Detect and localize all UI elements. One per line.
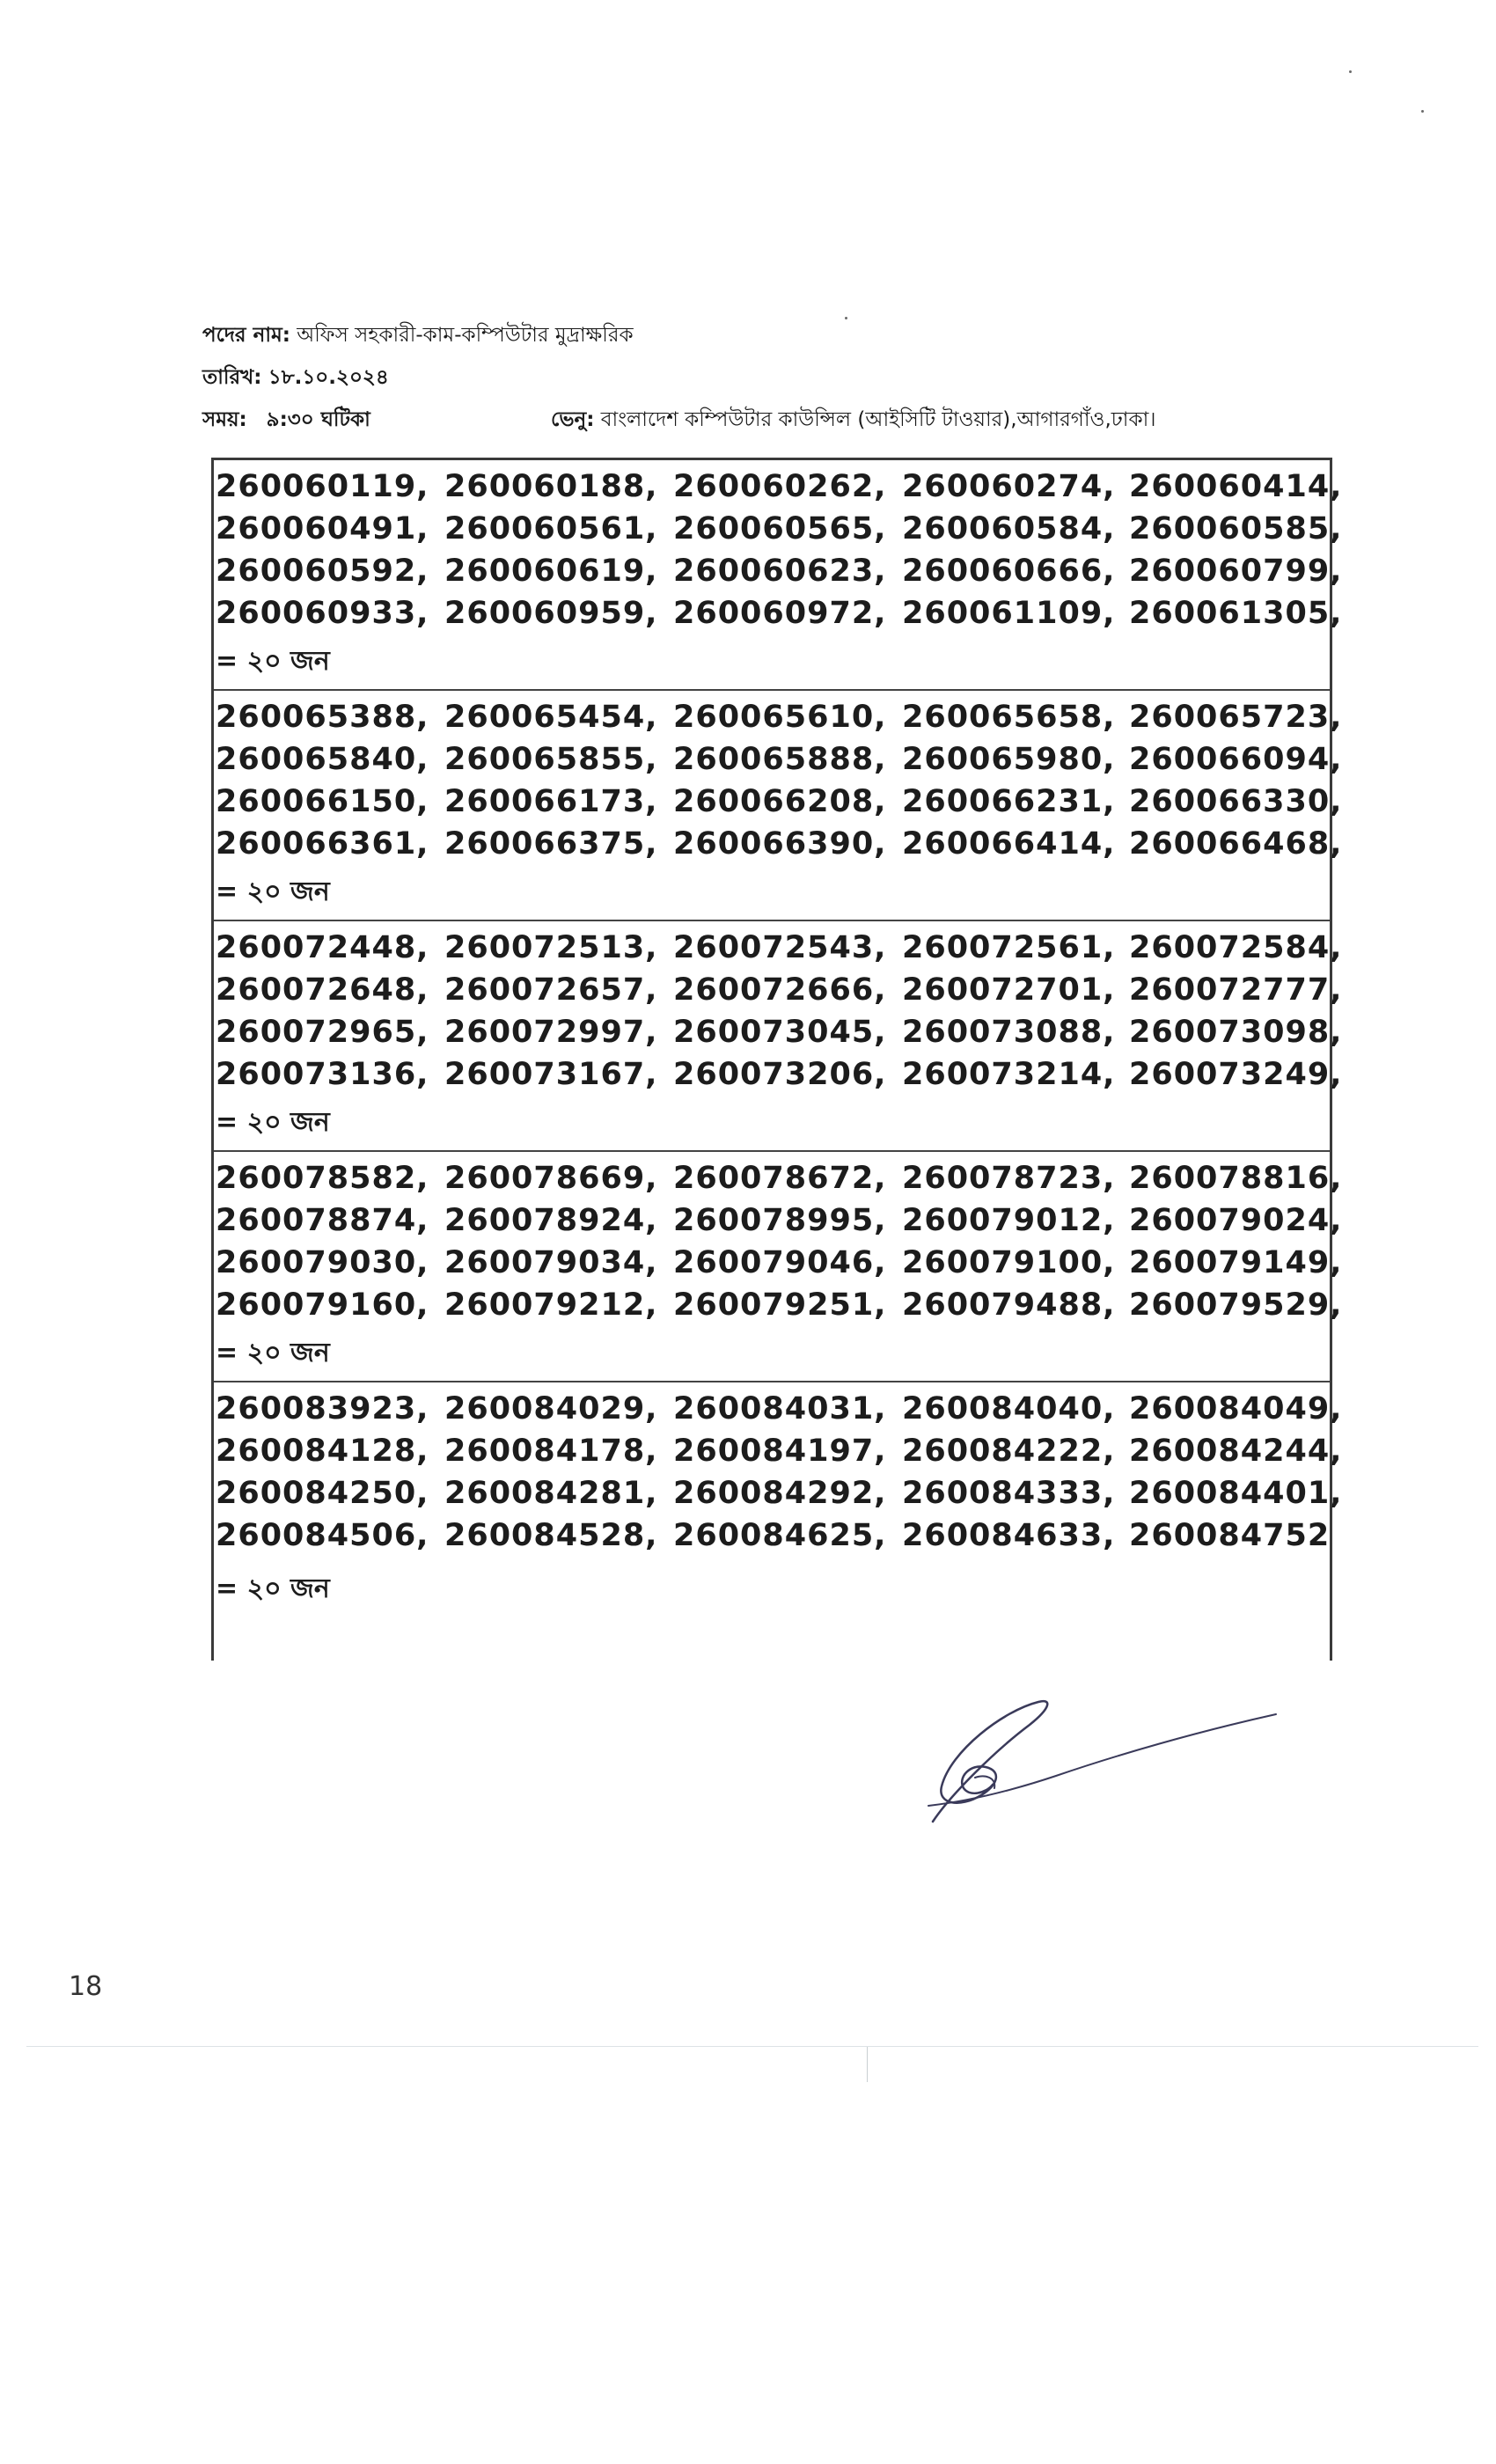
roll-group-3 <box>214 921 1343 1152</box>
venue-label: ভেনু: <box>551 408 595 431</box>
roll-number: 260065723, <box>1129 700 1343 735</box>
roll-number: 260079529, <box>1129 1287 1343 1323</box>
roll-number: 260065840, <box>216 742 429 777</box>
roll-number: 260084197, <box>673 1434 887 1469</box>
roll-number: 260084625, <box>673 1518 887 1553</box>
roll-number: 260072648, <box>216 972 429 1008</box>
scan-speck <box>1421 110 1424 113</box>
roll-number: 260084222, <box>902 1434 1116 1469</box>
footer-divider <box>26 2046 1478 2047</box>
roll-number: 260066390, <box>673 826 887 862</box>
roll-row <box>214 1287 1343 1323</box>
roll-number: 260060491, <box>216 511 429 546</box>
scan-speck <box>1349 70 1352 73</box>
roll-number: 260060414, <box>1129 469 1343 504</box>
roll-number: 260060933, <box>216 596 429 631</box>
roll-number: 260066414, <box>902 826 1116 862</box>
roll-number-table <box>211 458 1343 1661</box>
roll-number: 260065658, <box>902 700 1116 735</box>
roll-number: 260065980, <box>902 742 1116 777</box>
roll-number: 260078874, <box>216 1203 429 1238</box>
roll-row <box>214 1057 1343 1092</box>
roll-number: 260060666, <box>902 554 1116 589</box>
time-line <box>202 407 370 433</box>
roll-number: 260084292, <box>673 1476 887 1511</box>
roll-number: 260060274, <box>902 469 1116 504</box>
roll-number: 260060119, <box>216 469 429 504</box>
roll-number: 260073045, <box>673 1015 887 1050</box>
roll-row <box>214 1434 1343 1469</box>
roll-number: 260073167, <box>444 1057 658 1092</box>
roll-number: 260073206, <box>673 1057 887 1092</box>
roll-number: 260066150, <box>216 784 429 819</box>
roll-number: 260072448, <box>216 930 429 965</box>
roll-number: 260072997, <box>444 1015 658 1050</box>
page-number: 18 <box>69 1971 103 2002</box>
roll-number: 260060262, <box>673 469 887 504</box>
roll-number: 260079100, <box>902 1245 1116 1280</box>
group-count: = ২০ জন <box>216 646 330 677</box>
roll-number: 260060619, <box>444 554 658 589</box>
roll-number: 260060972, <box>673 596 887 631</box>
roll-number: 260066208, <box>673 784 887 819</box>
roll-number: 260066361, <box>216 826 429 862</box>
roll-number: 260072584, <box>1129 930 1343 965</box>
roll-number: 260079488, <box>902 1287 1116 1323</box>
roll-number: 260078582, <box>216 1161 429 1196</box>
roll-row <box>214 930 1343 965</box>
roll-number: 260066094, <box>1129 742 1343 777</box>
roll-row <box>214 1245 1343 1280</box>
roll-row <box>214 700 1343 735</box>
roll-number: 260084281, <box>444 1476 658 1511</box>
roll-number: 260060799, <box>1129 554 1343 589</box>
time-label: সময়: <box>202 408 247 431</box>
roll-row <box>214 596 1343 631</box>
roll-number: 260066468, <box>1129 826 1343 862</box>
roll-row <box>214 1518 1330 1553</box>
roll-number: 260079024, <box>1129 1203 1343 1238</box>
roll-number: 260084250, <box>216 1476 429 1511</box>
roll-number: 260072657, <box>444 972 658 1008</box>
roll-group-5 <box>214 1382 1343 1661</box>
roll-number: 260060561, <box>444 511 658 546</box>
roll-number: 260072965, <box>216 1015 429 1050</box>
roll-number: 260065855, <box>444 742 658 777</box>
roll-number: 260084244, <box>1129 1434 1343 1469</box>
roll-number: 260079012, <box>902 1203 1116 1238</box>
roll-row <box>214 554 1343 589</box>
roll-number: 260065454, <box>444 700 658 735</box>
roll-number: 260065610, <box>673 700 887 735</box>
roll-number: 260079046, <box>673 1245 887 1280</box>
roll-number: 260084178, <box>444 1434 658 1469</box>
group-count: = ২০ জন <box>216 1107 330 1138</box>
roll-number: 260078816, <box>1129 1161 1343 1196</box>
roll-number: 260072561, <box>902 930 1116 965</box>
date-label: তারিখ: <box>202 366 262 389</box>
roll-number: 260066330, <box>1129 784 1343 819</box>
roll-number: 260066375, <box>444 826 658 862</box>
roll-number: 260078669, <box>444 1161 658 1196</box>
roll-number: 260073249, <box>1129 1057 1343 1092</box>
roll-number: 260061109, <box>902 596 1116 631</box>
roll-number: 260060585, <box>1129 511 1343 546</box>
roll-number: 260072513, <box>444 930 658 965</box>
roll-row <box>214 469 1343 504</box>
roll-number: 260066231, <box>902 784 1116 819</box>
roll-number: 260078924, <box>444 1203 658 1238</box>
date-value: ১৮.১০.২০২৪ <box>268 366 389 389</box>
roll-number: 260060565, <box>673 511 887 546</box>
roll-row <box>214 742 1343 777</box>
roll-number: 260079160, <box>216 1287 429 1323</box>
roll-number: 260073136, <box>216 1057 429 1092</box>
signature-icon <box>898 1690 1294 1839</box>
roll-number: 260060188, <box>444 469 658 504</box>
roll-group-2 <box>214 691 1343 921</box>
roll-row <box>214 1476 1343 1511</box>
roll-number: 260078672, <box>673 1161 887 1196</box>
roll-number: 260073098, <box>1129 1015 1343 1050</box>
scan-speck <box>845 317 847 319</box>
roll-number: 260066173, <box>444 784 658 819</box>
roll-number: 260072777, <box>1129 972 1343 1008</box>
roll-number: 260078995, <box>673 1203 887 1238</box>
roll-number: 260084633, <box>902 1518 1116 1553</box>
roll-group-4 <box>214 1152 1343 1382</box>
roll-number: 260072666, <box>673 972 887 1008</box>
roll-row <box>214 1203 1343 1238</box>
roll-number: 260061305, <box>1129 596 1343 631</box>
roll-row <box>214 972 1343 1008</box>
roll-number: 260060959, <box>444 596 658 631</box>
roll-number: 260084333, <box>902 1476 1116 1511</box>
roll-number: 260084029, <box>444 1391 658 1426</box>
group-count: = ২০ জন <box>216 1573 330 1604</box>
group-count: = ২০ জন <box>216 876 330 907</box>
date-line <box>202 364 389 391</box>
roll-number: 260084128, <box>216 1434 429 1469</box>
roll-number: 260072701, <box>902 972 1116 1008</box>
roll-row <box>214 1015 1343 1050</box>
roll-number: 260060623, <box>673 554 887 589</box>
venue-line <box>551 407 1155 433</box>
roll-number: 260072543, <box>673 930 887 965</box>
roll-number: 260079030, <box>216 1245 429 1280</box>
roll-number: 260083923, <box>216 1391 429 1426</box>
roll-number: 260079251, <box>673 1287 887 1323</box>
roll-group-1 <box>214 460 1343 691</box>
roll-number: 260079034, <box>444 1245 658 1280</box>
roll-row <box>214 784 1343 819</box>
roll-row <box>214 511 1343 546</box>
roll-number: 260084401, <box>1129 1476 1343 1511</box>
roll-number: 260060584, <box>902 511 1116 546</box>
roll-number: 260084752 <box>1129 1518 1331 1553</box>
venue-value: বাংলাদেশ কম্পিউটার কাউন্সিল (আইসিটি টাওয়ার),আগারগাঁও,ঢাকা। <box>600 408 1156 431</box>
roll-row <box>214 1161 1343 1196</box>
roll-number: 260065888, <box>673 742 887 777</box>
footer-tick <box>867 2047 868 2082</box>
roll-number: 260084049, <box>1129 1391 1343 1426</box>
post-line <box>202 322 634 348</box>
roll-row <box>214 1391 1343 1426</box>
roll-number: 260079212, <box>444 1287 658 1323</box>
roll-number: 260073214, <box>902 1057 1116 1092</box>
roll-number: 260084506, <box>216 1518 429 1553</box>
roll-number: 260084031, <box>673 1391 887 1426</box>
roll-number: 260084528, <box>444 1518 658 1553</box>
roll-number: 260078723, <box>902 1161 1116 1196</box>
roll-number: 260079149, <box>1129 1245 1343 1280</box>
roll-number: 260084040, <box>902 1391 1116 1426</box>
post-value: অফিস সহকারী-কাম-কম্পিউটার মুদ্রাক্ষরিক <box>297 324 634 347</box>
roll-number: 260065388, <box>216 700 429 735</box>
group-count: = ২০ জন <box>216 1338 330 1368</box>
roll-row <box>214 826 1343 862</box>
post-label: পদের নাম: <box>202 324 290 347</box>
roll-number: 260060592, <box>216 554 429 589</box>
roll-number: 260073088, <box>902 1015 1116 1050</box>
time-value: ৯:৩০ ঘটিকা <box>266 408 370 431</box>
